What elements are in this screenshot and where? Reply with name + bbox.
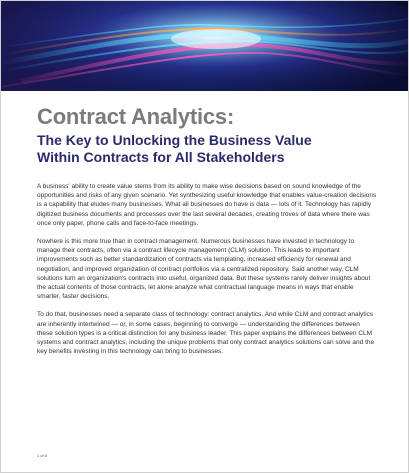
title-block	[37, 105, 377, 166]
subtitle-line-1: The Key to Unlocking the Business Value	[37, 132, 312, 148]
paragraph-3: To do that, businesses need a separate class of technology: contract analytics. And while CLM and contract analytics are inherently intertwined — or, in some cases, beginning to converge — understanding the differences between these solution types is a critical distinction for any business leader. This paper explains the differences between CLM systems and contract analytics, including the unique problems that only contract analytics solutions can solve and the key benefits investing in this technology can bring to businesses.	[37, 311, 375, 356]
subtitle-line-2: Within Contracts for All Stakeholders	[37, 149, 285, 165]
page-title: Contract Analytics:	[37, 104, 235, 129]
page-number: 1 of 8	[37, 453, 48, 458]
header-banner-image	[1, 1, 409, 91]
paragraph-2: Nowhere is this more true than in contract management. Numerous businesses have invested in technology to manage their contracts, often via a contract lifecycle management (CLM) solution. This leads to important improvements such as better standardization of contracts via templating, increased efficiency for renewal and negotiation, and improved organization of contract portfolios via a centralized repository. Said another way, CLM solutions turn an organization's contracts into useful, organized data. But these systems rarely deliver insights about the actual contents of those contracts, let alone analyze what contractual language means in ways that enable smarter, faster decisions.	[37, 238, 371, 301]
page-subtitle	[37, 132, 377, 166]
light-streaks-graphic	[1, 1, 409, 91]
body-text	[37, 182, 377, 365]
paragraph-1: A business' ability to create value stems from its ability to make wise decisions based on sound knowledge of the opportunities and risks of any given scenario. Yet synthesizing useful knowledge that enables value-creation decisions is a capability that eludes many businesses. What all businesses do have is data — lots of it. Technology has rapidly digitized business documents and processes over the last several decades, creating troves of data where there was once only paper, phone calls and face-to-face meetings.	[37, 183, 377, 227]
